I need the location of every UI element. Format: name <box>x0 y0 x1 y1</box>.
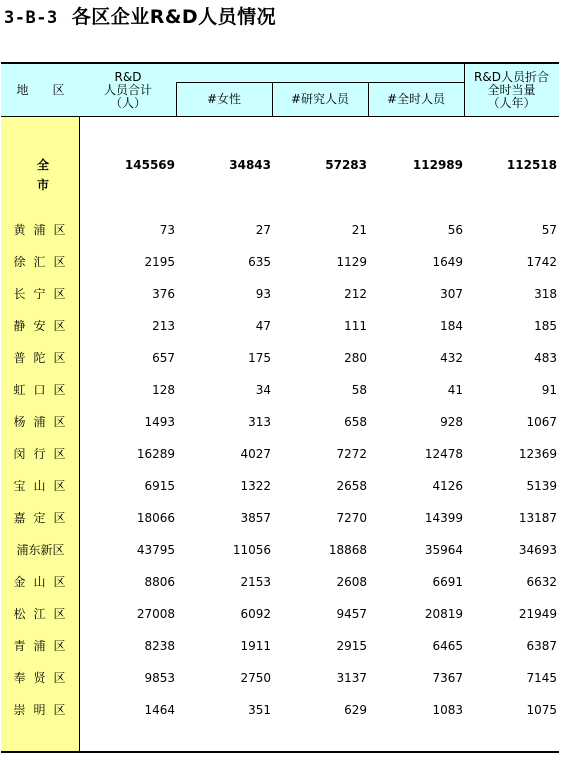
cell-fte: 112518 <box>506 158 557 172</box>
cell-female: 2750 <box>240 671 271 685</box>
district-name: 闵行区 <box>13 447 74 461</box>
header-rd-total-line3: （人） <box>109 95 146 110</box>
cell-fulltime: 35964 <box>424 543 463 557</box>
header-researchers <box>272 82 368 116</box>
cell-fulltime: 41 <box>447 383 463 397</box>
cell-fulltime: 6465 <box>432 639 463 653</box>
cell-researchers: 18868 <box>328 543 367 557</box>
district-name: 松江区 <box>13 607 74 621</box>
cell-researchers: 7272 <box>336 447 367 461</box>
cell-researchers: 58 <box>351 383 367 397</box>
cell-fulltime: 20819 <box>424 607 463 621</box>
data-table <box>1 62 559 753</box>
cell-fte: 13187 <box>518 511 557 525</box>
cell-researchers: 2915 <box>336 639 367 653</box>
cell-researchers: 3137 <box>336 671 367 685</box>
district-name: 全市 <box>37 158 88 192</box>
cell-fte: 12369 <box>518 447 557 461</box>
cell-fulltime: 7367 <box>432 671 463 685</box>
cell-researchers: 9457 <box>336 607 367 621</box>
district-name: 普陀区 <box>13 351 74 365</box>
cell-researchers: 658 <box>344 415 367 429</box>
table-code: 3-B-3 <box>4 8 58 28</box>
cell-researchers: 21 <box>351 223 367 237</box>
cell-rd-total: 27008 <box>136 607 175 621</box>
header-rd-total-line2: 人员合计 <box>103 82 152 97</box>
cell-female: 11056 <box>232 543 271 557</box>
header-divider <box>464 64 465 117</box>
cell-researchers: 629 <box>344 703 367 717</box>
header-female <box>176 82 272 116</box>
cell-female: 4027 <box>240 447 271 461</box>
cell-fulltime: 12478 <box>424 447 463 461</box>
header-researchers-label: #研究人员 <box>290 91 350 106</box>
header-divider <box>272 82 273 117</box>
header-fte <box>464 64 559 116</box>
cell-fte: 91 <box>541 383 557 397</box>
cell-female: 175 <box>248 351 271 365</box>
district-name: 虹口区 <box>13 383 74 397</box>
cell-fulltime: 6691 <box>432 575 463 589</box>
cell-female: 93 <box>255 287 271 301</box>
cell-fte: 6632 <box>526 575 557 589</box>
table-row <box>1 508 559 528</box>
cell-female: 1911 <box>240 639 271 653</box>
cell-fte: 21949 <box>518 607 557 621</box>
cell-rd-total: 128 <box>152 383 175 397</box>
table-header <box>1 64 559 117</box>
table-row <box>1 284 559 304</box>
district-name: 杨浦区 <box>13 415 74 429</box>
cell-fte: 57 <box>541 223 557 237</box>
table-row-total <box>1 155 559 192</box>
header-fte-line1: R&D人员折合 <box>474 69 549 84</box>
cell-rd-total: 16289 <box>136 447 175 461</box>
cell-rd-total: 9853 <box>144 671 175 685</box>
header-divider <box>368 82 369 117</box>
cell-female: 6092 <box>240 607 271 621</box>
header-fte-line3: （人年） <box>487 95 536 110</box>
cell-female: 3857 <box>240 511 271 525</box>
cell-female: 2153 <box>240 575 271 589</box>
table-row <box>1 572 559 592</box>
table-row <box>1 604 559 624</box>
district-name: 浦东新区 <box>16 543 65 557</box>
cell-researchers: 1129 <box>336 255 367 269</box>
district-name: 嘉定区 <box>13 511 74 525</box>
cell-female: 34 <box>255 383 271 397</box>
cell-female: 313 <box>248 415 271 429</box>
cell-fte: 318 <box>534 287 557 301</box>
cell-fulltime: 184 <box>440 319 463 333</box>
cell-fulltime: 112989 <box>412 158 463 172</box>
district-name: 长宁区 <box>13 287 74 301</box>
cell-fte: 1075 <box>526 703 557 717</box>
table-row <box>1 316 559 336</box>
district-name: 静安区 <box>13 319 74 333</box>
cell-female: 635 <box>248 255 271 269</box>
cell-fte: 483 <box>534 351 557 365</box>
table-row <box>1 636 559 656</box>
cell-rd-total: 657 <box>152 351 175 365</box>
table-row <box>1 380 559 400</box>
header-female-label: #女性 <box>206 91 242 106</box>
cell-fte: 1742 <box>526 255 557 269</box>
district-name: 金山区 <box>13 575 74 589</box>
cell-researchers: 212 <box>344 287 367 301</box>
table-row <box>1 668 559 688</box>
table-row <box>1 252 559 272</box>
cell-rd-total: 2195 <box>144 255 175 269</box>
cell-fte: 1067 <box>526 415 557 429</box>
cell-female: 1322 <box>240 479 271 493</box>
cell-fte: 185 <box>534 319 557 333</box>
header-divider <box>176 82 177 117</box>
cell-fte: 6387 <box>526 639 557 653</box>
table-row <box>1 444 559 464</box>
header-district-label: 地 区 <box>16 82 65 97</box>
cell-fulltime: 14399 <box>424 511 463 525</box>
district-name: 青浦区 <box>13 639 74 653</box>
cell-fulltime: 1649 <box>432 255 463 269</box>
cell-rd-total: 1493 <box>144 415 175 429</box>
cell-female: 27 <box>255 223 271 237</box>
cell-rd-total: 43795 <box>136 543 175 557</box>
district-name: 奉贤区 <box>13 671 74 685</box>
table-row <box>1 476 559 496</box>
district-name: 崇明区 <box>13 703 74 717</box>
cell-rd-total: 376 <box>152 287 175 301</box>
cell-fulltime: 1083 <box>432 703 463 717</box>
district-name: 黄浦区 <box>13 223 74 237</box>
cell-fte: 7145 <box>526 671 557 685</box>
cell-rd-total: 8238 <box>144 639 175 653</box>
cell-rd-total: 8806 <box>144 575 175 589</box>
cell-female: 351 <box>248 703 271 717</box>
cell-rd-total: 18066 <box>136 511 175 525</box>
cell-rd-total: 1464 <box>144 703 175 717</box>
cell-researchers: 111 <box>344 319 367 333</box>
cell-researchers: 2658 <box>336 479 367 493</box>
header-fulltime <box>368 82 464 116</box>
district-name: 徐汇区 <box>13 255 74 269</box>
table-row <box>1 700 559 720</box>
cell-fulltime: 928 <box>440 415 463 429</box>
header-fte-line2: 全时当量 <box>487 82 536 97</box>
cell-rd-total: 145569 <box>124 158 175 172</box>
cell-fulltime: 307 <box>440 287 463 301</box>
cell-researchers: 2608 <box>336 575 367 589</box>
header-divider <box>176 82 464 83</box>
cell-fulltime: 432 <box>440 351 463 365</box>
header-fulltime-label: #全时人员 <box>386 91 446 106</box>
cell-female: 47 <box>255 319 271 333</box>
cell-fte: 34693 <box>518 543 557 557</box>
cell-researchers: 57283 <box>325 158 367 172</box>
header-rd-total <box>80 64 176 116</box>
table-title: 各区企业R&D人员情况 <box>71 6 277 28</box>
page-title <box>4 4 276 30</box>
table-row <box>1 348 559 368</box>
header-district <box>1 64 80 116</box>
cell-rd-total: 213 <box>152 319 175 333</box>
district-name: 宝山区 <box>13 479 74 493</box>
header-rd-total-line1: R&D <box>114 69 142 84</box>
table-row <box>1 540 559 560</box>
cell-rd-total: 6915 <box>144 479 175 493</box>
cell-fulltime: 56 <box>447 223 463 237</box>
cell-rd-total: 73 <box>159 223 175 237</box>
cell-fulltime: 4126 <box>432 479 463 493</box>
cell-female: 34843 <box>229 158 271 172</box>
cell-researchers: 7270 <box>336 511 367 525</box>
cell-fte: 5139 <box>526 479 557 493</box>
table-row <box>1 220 559 240</box>
cell-researchers: 280 <box>344 351 367 365</box>
table-row <box>1 412 559 432</box>
